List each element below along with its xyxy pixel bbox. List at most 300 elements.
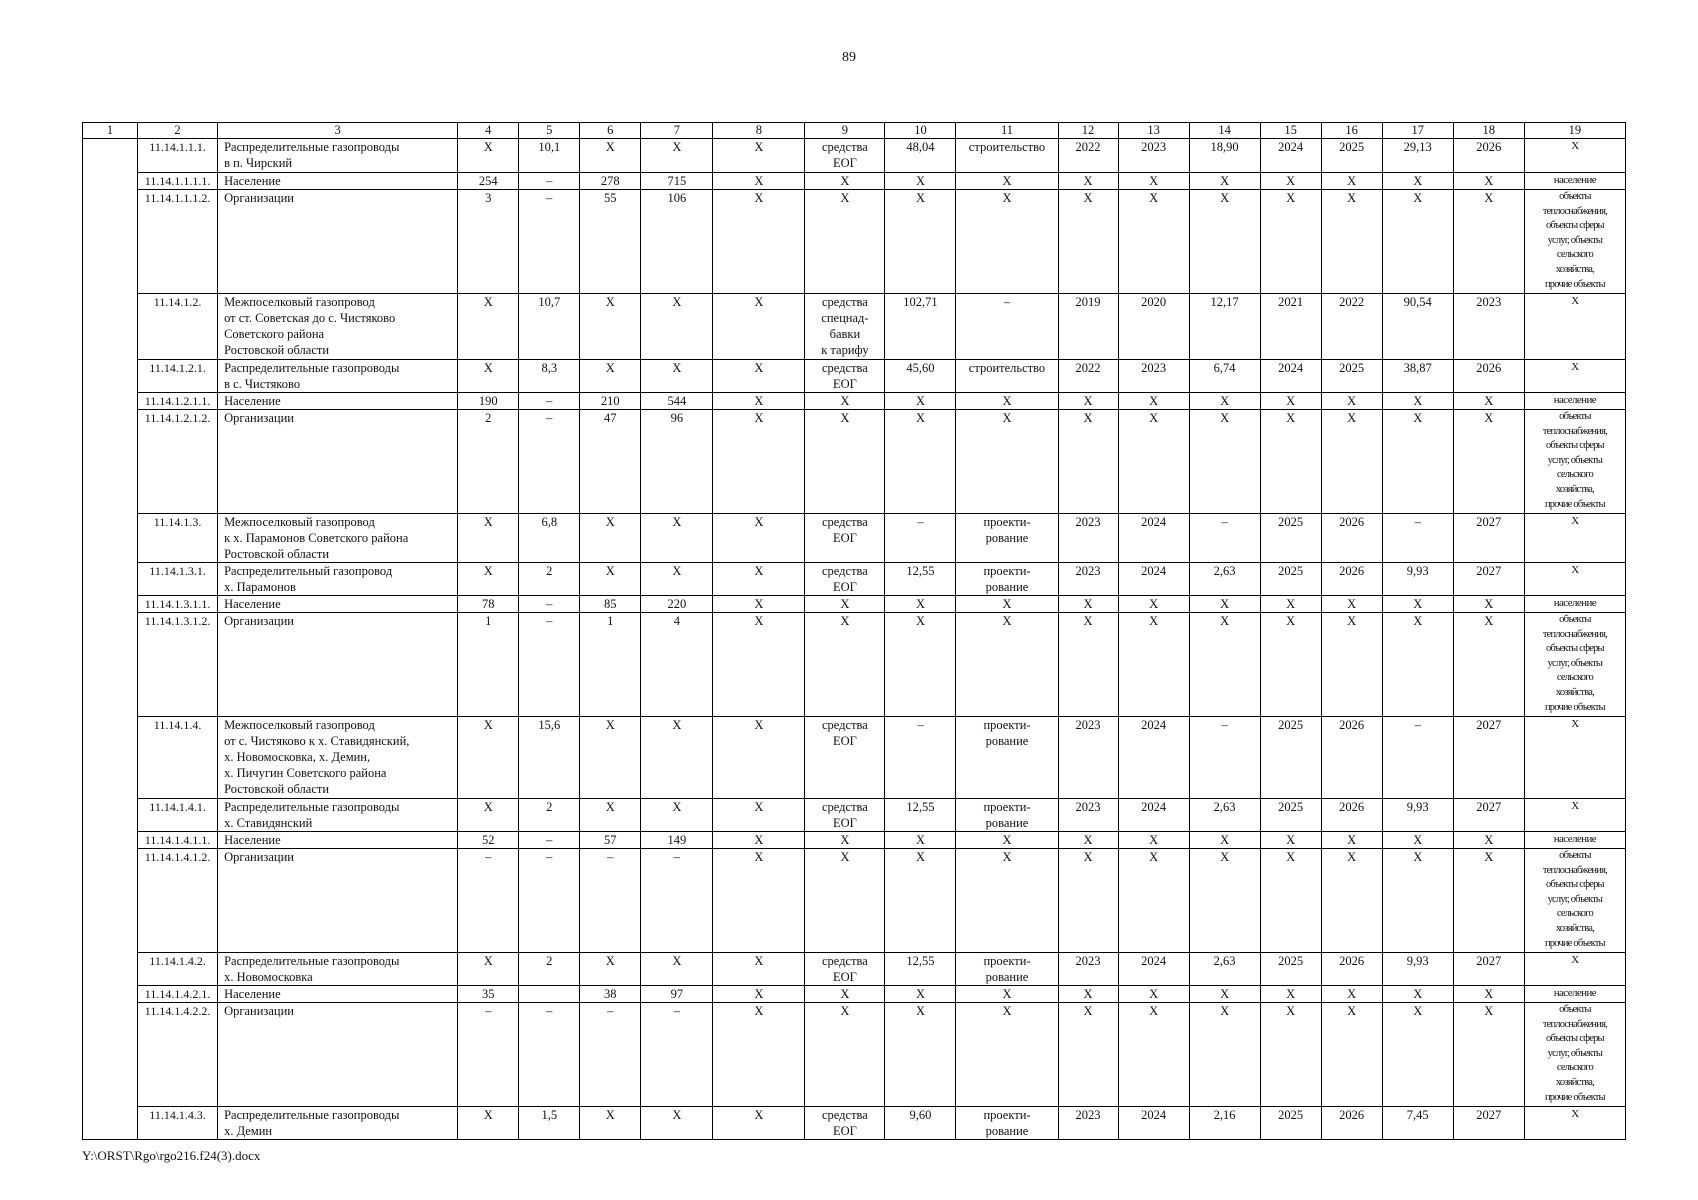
- cell-col-13: X: [1118, 173, 1189, 190]
- cell-col-16: 2025: [1321, 139, 1382, 173]
- cell-col-18: 2027: [1453, 799, 1524, 832]
- cell-col-1: [83, 986, 138, 1003]
- column-header-10: 10: [885, 123, 956, 139]
- cell-col-14: X: [1189, 832, 1260, 849]
- cell-col-18: 2027: [1453, 1107, 1524, 1140]
- cell-col-10: X: [885, 596, 956, 613]
- cell-col-4: X: [458, 294, 519, 360]
- cell-col-19: объекты теплоснабжения, объекты сферы услуг, объекты сельского хозяйства, прочие объекты: [1524, 1003, 1625, 1107]
- table-row: [83, 832, 1626, 849]
- cell-col-15: 2025: [1260, 1107, 1321, 1140]
- cell-col-8: X: [713, 360, 805, 393]
- cell-col-1: [83, 190, 138, 294]
- cell-col-14: X: [1189, 173, 1260, 190]
- cell-col-6: X: [580, 717, 641, 799]
- cell-col-15: 2024: [1260, 360, 1321, 393]
- cell-col-9: средства ЕОГ: [805, 717, 885, 799]
- cell-col-10: X: [885, 613, 956, 717]
- cell-col-17: 29,13: [1382, 139, 1453, 173]
- cell-col-5: 2: [519, 799, 580, 832]
- cell-col-6: –: [580, 849, 641, 953]
- cell-col-5: –: [519, 849, 580, 953]
- column-header-11: 11: [956, 123, 1058, 139]
- cell-col-16: 2026: [1321, 953, 1382, 986]
- cell-col-19: X: [1524, 953, 1625, 986]
- cell-col-1: [83, 596, 138, 613]
- cell-col-8: X: [713, 139, 805, 173]
- cell-col-7: 97: [641, 986, 713, 1003]
- cell-col-18: X: [1453, 832, 1524, 849]
- cell-col-11: X: [956, 1003, 1058, 1107]
- row-code: 11.14.1.4.2.: [138, 953, 218, 986]
- cell-col-14: –: [1189, 717, 1260, 799]
- table-row: [83, 139, 1626, 173]
- cell-col-9: средства ЕОГ: [805, 360, 885, 393]
- page-number: 89: [842, 50, 856, 65]
- cell-col-9: X: [805, 410, 885, 514]
- cell-col-15: 2024: [1260, 139, 1321, 173]
- cell-col-15: X: [1260, 393, 1321, 410]
- cell-col-19: объекты теплоснабжения, объекты сферы услуг, объекты сельского хозяйства, прочие объекты: [1524, 410, 1625, 514]
- cell-col-5: –: [519, 596, 580, 613]
- cell-col-6: X: [580, 1107, 641, 1140]
- cell-col-18: 2026: [1453, 139, 1524, 173]
- cell-col-17: 90,54: [1382, 294, 1453, 360]
- row-name: Население: [218, 173, 458, 190]
- column-header-1: 1: [83, 123, 138, 139]
- cell-col-12: X: [1058, 190, 1118, 294]
- cell-col-4: 2: [458, 410, 519, 514]
- row-code: 11.14.1.4.2.2.: [138, 1003, 218, 1107]
- cell-col-8: X: [713, 393, 805, 410]
- cell-col-4: 190: [458, 393, 519, 410]
- cell-col-6: X: [580, 360, 641, 393]
- table-row: [83, 514, 1626, 563]
- cell-col-13: X: [1118, 1003, 1189, 1107]
- cell-col-14: X: [1189, 986, 1260, 1003]
- cell-col-7: X: [641, 360, 713, 393]
- table-row: [83, 613, 1626, 717]
- cell-col-18: X: [1453, 173, 1524, 190]
- cell-col-10: X: [885, 1003, 956, 1107]
- table-row: [83, 953, 1626, 986]
- row-name: Межпоселковый газопровод к х. Парамонов Советского района Ростовской области: [218, 514, 458, 563]
- cell-col-9: X: [805, 190, 885, 294]
- cell-col-8: X: [713, 1107, 805, 1140]
- cell-col-19: объекты теплоснабжения, объекты сферы услуг, объекты сельского хозяйства, прочие объекты: [1524, 613, 1625, 717]
- cell-col-14: X: [1189, 613, 1260, 717]
- cell-col-8: X: [713, 986, 805, 1003]
- cell-col-11: X: [956, 410, 1058, 514]
- cell-col-7: 106: [641, 190, 713, 294]
- cell-col-11: проекти- рование: [956, 799, 1058, 832]
- row-name: Население: [218, 596, 458, 613]
- cell-col-8: X: [713, 717, 805, 799]
- cell-col-12: X: [1058, 410, 1118, 514]
- cell-col-13: 2024: [1118, 514, 1189, 563]
- cell-col-4: X: [458, 139, 519, 173]
- cell-col-19: население: [1524, 393, 1625, 410]
- cell-col-18: X: [1453, 986, 1524, 1003]
- cell-col-13: 2023: [1118, 360, 1189, 393]
- header-row: [83, 123, 1626, 139]
- cell-col-11: X: [956, 986, 1058, 1003]
- cell-col-9: средства ЕОГ: [805, 799, 885, 832]
- column-header-6: 6: [580, 123, 641, 139]
- column-header-19: 19: [1524, 123, 1625, 139]
- cell-col-18: 2026: [1453, 360, 1524, 393]
- cell-col-9: X: [805, 393, 885, 410]
- cell-col-12: 2023: [1058, 563, 1118, 596]
- column-header-16: 16: [1321, 123, 1382, 139]
- cell-col-16: 2026: [1321, 799, 1382, 832]
- row-code: 11.14.1.4.: [138, 717, 218, 799]
- cell-col-12: 2023: [1058, 799, 1118, 832]
- cell-col-5: –: [519, 393, 580, 410]
- cell-col-18: X: [1453, 613, 1524, 717]
- cell-col-16: X: [1321, 173, 1382, 190]
- cell-col-8: X: [713, 1003, 805, 1107]
- cell-col-11: строительство: [956, 139, 1058, 173]
- cell-col-15: 2025: [1260, 514, 1321, 563]
- cell-col-4: X: [458, 1107, 519, 1140]
- row-name: Межпоселковый газопровод от ст. Советская до с. Чистяково Советского района Ростовской области: [218, 294, 458, 360]
- cell-col-13: 2023: [1118, 139, 1189, 173]
- cell-col-17: X: [1382, 849, 1453, 953]
- cell-col-16: X: [1321, 410, 1382, 514]
- cell-col-6: 1: [580, 613, 641, 717]
- cell-col-6: X: [580, 953, 641, 986]
- table-row: [83, 294, 1626, 360]
- cell-col-1: [83, 393, 138, 410]
- cell-col-15: 2025: [1260, 953, 1321, 986]
- row-code: 11.14.1.3.1.2.: [138, 613, 218, 717]
- cell-col-4: 52: [458, 832, 519, 849]
- cell-col-14: X: [1189, 393, 1260, 410]
- cell-col-18: 2027: [1453, 563, 1524, 596]
- cell-col-6: 47: [580, 410, 641, 514]
- cell-col-6: 55: [580, 190, 641, 294]
- column-header-18: 18: [1453, 123, 1524, 139]
- cell-col-19: X: [1524, 514, 1625, 563]
- cell-col-19: объекты теплоснабжения, объекты сферы услуг, объекты сельского хозяйства, прочие объекты: [1524, 849, 1625, 953]
- cell-col-11: –: [956, 294, 1058, 360]
- row-name: Распределительные газопроводы х. Демин: [218, 1107, 458, 1140]
- cell-col-4: 35: [458, 986, 519, 1003]
- cell-col-1: [83, 360, 138, 393]
- cell-col-12: X: [1058, 986, 1118, 1003]
- cell-col-11: X: [956, 393, 1058, 410]
- cell-col-14: X: [1189, 190, 1260, 294]
- cell-col-16: X: [1321, 849, 1382, 953]
- cell-col-7: 544: [641, 393, 713, 410]
- cell-col-7: 149: [641, 832, 713, 849]
- cell-col-18: X: [1453, 393, 1524, 410]
- cell-col-13: X: [1118, 849, 1189, 953]
- cell-col-10: 9,60: [885, 1107, 956, 1140]
- column-header-17: 17: [1382, 123, 1453, 139]
- cell-col-10: X: [885, 986, 956, 1003]
- footer-file-path: Y:\ORST\Rgo\rgo216.f24(3).docx: [82, 1148, 261, 1163]
- cell-col-12: 2022: [1058, 139, 1118, 173]
- row-code: 11.14.1.4.1.1.: [138, 832, 218, 849]
- cell-col-5: 2: [519, 953, 580, 986]
- table-row: [83, 1003, 1626, 1107]
- cell-col-9: X: [805, 1003, 885, 1107]
- cell-col-16: X: [1321, 1003, 1382, 1107]
- cell-col-17: X: [1382, 410, 1453, 514]
- cell-col-19: объекты теплоснабжения, объекты сферы услуг, объекты сельского хозяйства, прочие объекты: [1524, 190, 1625, 294]
- cell-col-14: X: [1189, 1003, 1260, 1107]
- cell-col-16: 2026: [1321, 1107, 1382, 1140]
- column-header-13: 13: [1118, 123, 1189, 139]
- cell-col-9: средства ЕОГ: [805, 1107, 885, 1140]
- cell-col-8: X: [713, 953, 805, 986]
- cell-col-1: [83, 514, 138, 563]
- cell-col-17: 38,87: [1382, 360, 1453, 393]
- cell-col-15: 2025: [1260, 799, 1321, 832]
- cell-col-6: 57: [580, 832, 641, 849]
- cell-col-6: 278: [580, 173, 641, 190]
- cell-col-11: X: [956, 832, 1058, 849]
- cell-col-9: X: [805, 596, 885, 613]
- row-name: Распределительные газопроводы х. Ставидянский: [218, 799, 458, 832]
- cell-col-8: X: [713, 799, 805, 832]
- row-code: 11.14.1.2.: [138, 294, 218, 360]
- cell-col-13: 2024: [1118, 953, 1189, 986]
- cell-col-8: X: [713, 190, 805, 294]
- cell-col-7: X: [641, 514, 713, 563]
- cell-col-1: [83, 953, 138, 986]
- row-name: Организации: [218, 190, 458, 294]
- cell-col-14: 2,63: [1189, 799, 1260, 832]
- cell-col-17: X: [1382, 832, 1453, 849]
- cell-col-17: X: [1382, 173, 1453, 190]
- cell-col-5: 2: [519, 563, 580, 596]
- cell-col-5: –: [519, 832, 580, 849]
- cell-col-16: X: [1321, 393, 1382, 410]
- cell-col-13: 2024: [1118, 717, 1189, 799]
- cell-col-17: 7,45: [1382, 1107, 1453, 1140]
- cell-col-13: X: [1118, 986, 1189, 1003]
- cell-col-10: X: [885, 173, 956, 190]
- cell-col-12: X: [1058, 849, 1118, 953]
- cell-col-10: X: [885, 410, 956, 514]
- cell-col-4: –: [458, 849, 519, 953]
- cell-col-11: проекти- рование: [956, 953, 1058, 986]
- cell-col-18: X: [1453, 1003, 1524, 1107]
- cell-col-8: X: [713, 596, 805, 613]
- cell-col-7: X: [641, 799, 713, 832]
- cell-col-10: 12,55: [885, 953, 956, 986]
- cell-col-9: X: [805, 613, 885, 717]
- cell-col-4: X: [458, 717, 519, 799]
- cell-col-4: X: [458, 563, 519, 596]
- table-row: [83, 799, 1626, 832]
- row-code: 11.14.1.2.1.: [138, 360, 218, 393]
- cell-col-10: 12,55: [885, 799, 956, 832]
- cell-col-15: X: [1260, 613, 1321, 717]
- cell-col-18: 2027: [1453, 514, 1524, 563]
- cell-col-9: X: [805, 832, 885, 849]
- row-name: Распределительные газопроводы х. Новомосковка: [218, 953, 458, 986]
- row-name: Организации: [218, 1003, 458, 1107]
- row-name: Население: [218, 986, 458, 1003]
- cell-col-10: X: [885, 832, 956, 849]
- row-code: 11.14.1.3.1.1.: [138, 596, 218, 613]
- row-name: Распределительные газопроводы в п. Чирский: [218, 139, 458, 173]
- cell-col-16: 2026: [1321, 717, 1382, 799]
- cell-col-14: –: [1189, 514, 1260, 563]
- cell-col-15: X: [1260, 832, 1321, 849]
- cell-col-4: –: [458, 1003, 519, 1107]
- cell-col-8: X: [713, 173, 805, 190]
- cell-col-15: X: [1260, 1003, 1321, 1107]
- cell-col-18: 2027: [1453, 953, 1524, 986]
- cell-col-9: X: [805, 986, 885, 1003]
- cell-col-7: –: [641, 1003, 713, 1107]
- cell-col-13: 2024: [1118, 1107, 1189, 1140]
- column-header-7: 7: [641, 123, 713, 139]
- cell-col-18: 2023: [1453, 294, 1524, 360]
- cell-col-4: 78: [458, 596, 519, 613]
- cell-col-15: 2021: [1260, 294, 1321, 360]
- column-header-9: 9: [805, 123, 885, 139]
- cell-col-17: –: [1382, 514, 1453, 563]
- cell-col-11: X: [956, 173, 1058, 190]
- cell-col-4: 1: [458, 613, 519, 717]
- cell-col-10: –: [885, 514, 956, 563]
- column-header-2: 2: [138, 123, 218, 139]
- cell-col-1: [83, 717, 138, 799]
- cell-col-5: 1,5: [519, 1107, 580, 1140]
- cell-col-9: средства ЕОГ: [805, 953, 885, 986]
- cell-col-14: X: [1189, 410, 1260, 514]
- column-header-14: 14: [1189, 123, 1260, 139]
- cell-col-9: средства ЕОГ: [805, 563, 885, 596]
- row-code: 11.14.1.4.1.: [138, 799, 218, 832]
- row-code: 11.14.1.2.1.1.: [138, 393, 218, 410]
- cell-col-18: X: [1453, 190, 1524, 294]
- cell-col-17: X: [1382, 596, 1453, 613]
- cell-col-19: X: [1524, 360, 1625, 393]
- column-header-8: 8: [713, 123, 805, 139]
- cell-col-17: 9,93: [1382, 799, 1453, 832]
- cell-col-13: X: [1118, 832, 1189, 849]
- cell-col-19: X: [1524, 294, 1625, 360]
- cell-col-15: 2025: [1260, 717, 1321, 799]
- cell-col-10: 102,71: [885, 294, 956, 360]
- cell-col-15: X: [1260, 596, 1321, 613]
- cell-col-19: X: [1524, 139, 1625, 173]
- cell-col-1: [83, 832, 138, 849]
- cell-col-18: X: [1453, 596, 1524, 613]
- cell-col-5: 15,6: [519, 717, 580, 799]
- cell-col-12: 2023: [1058, 1107, 1118, 1140]
- cell-col-8: X: [713, 514, 805, 563]
- cell-col-1: [83, 173, 138, 190]
- cell-col-4: X: [458, 514, 519, 563]
- cell-col-8: X: [713, 613, 805, 717]
- cell-col-19: X: [1524, 717, 1625, 799]
- cell-col-1: [83, 1003, 138, 1107]
- cell-col-11: проекти- рование: [956, 717, 1058, 799]
- row-code: 11.14.1.3.1.: [138, 563, 218, 596]
- cell-col-13: 2024: [1118, 799, 1189, 832]
- column-header-3: 3: [218, 123, 458, 139]
- cell-col-14: 2,63: [1189, 953, 1260, 986]
- cell-col-1: [83, 294, 138, 360]
- cell-col-5: –: [519, 410, 580, 514]
- row-name: Организации: [218, 849, 458, 953]
- cell-col-7: –: [641, 849, 713, 953]
- cell-col-13: X: [1118, 393, 1189, 410]
- cell-col-10: X: [885, 190, 956, 294]
- row-name: Население: [218, 393, 458, 410]
- cell-col-14: X: [1189, 849, 1260, 953]
- cell-col-13: 2024: [1118, 563, 1189, 596]
- row-code: 11.14.1.3.: [138, 514, 218, 563]
- cell-col-5: –: [519, 173, 580, 190]
- cell-col-19: X: [1524, 1107, 1625, 1140]
- column-header-5: 5: [519, 123, 580, 139]
- cell-col-8: X: [713, 294, 805, 360]
- cell-col-7: 96: [641, 410, 713, 514]
- cell-col-11: проекти- рование: [956, 514, 1058, 563]
- column-header-4: 4: [458, 123, 519, 139]
- cell-col-5: –: [519, 190, 580, 294]
- table-row: [83, 986, 1626, 1003]
- cell-col-4: X: [458, 799, 519, 832]
- cell-col-8: X: [713, 832, 805, 849]
- cell-col-16: 2026: [1321, 563, 1382, 596]
- column-header-12: 12: [1058, 123, 1118, 139]
- cell-col-12: X: [1058, 596, 1118, 613]
- data-table: [82, 122, 1626, 1140]
- cell-col-17: 9,93: [1382, 563, 1453, 596]
- table-row: [83, 563, 1626, 596]
- cell-col-5: 8,3: [519, 360, 580, 393]
- table-body: [83, 139, 1626, 1140]
- cell-col-14: X: [1189, 596, 1260, 613]
- cell-col-12: 2023: [1058, 717, 1118, 799]
- cell-col-11: проекти- рование: [956, 563, 1058, 596]
- cell-col-10: –: [885, 717, 956, 799]
- row-name: Организации: [218, 613, 458, 717]
- cell-col-16: X: [1321, 986, 1382, 1003]
- row-name: Распределительный газопровод х. Парамонов: [218, 563, 458, 596]
- cell-col-5: 10,7: [519, 294, 580, 360]
- cell-col-13: X: [1118, 596, 1189, 613]
- table-row: [83, 717, 1626, 799]
- row-code: 11.14.1.4.1.2.: [138, 849, 218, 953]
- table-row: [83, 849, 1626, 953]
- cell-col-15: X: [1260, 986, 1321, 1003]
- cell-col-13: X: [1118, 613, 1189, 717]
- cell-col-6: 85: [580, 596, 641, 613]
- cell-col-12: 2023: [1058, 514, 1118, 563]
- cell-col-16: X: [1321, 190, 1382, 294]
- cell-col-7: X: [641, 953, 713, 986]
- cell-col-5: [519, 986, 580, 1003]
- cell-col-10: 48,04: [885, 139, 956, 173]
- cell-col-16: 2026: [1321, 514, 1382, 563]
- cell-col-6: X: [580, 563, 641, 596]
- cell-col-14: 2,16: [1189, 1107, 1260, 1140]
- cell-col-7: X: [641, 139, 713, 173]
- cell-col-7: 4: [641, 613, 713, 717]
- cell-col-1: [83, 613, 138, 717]
